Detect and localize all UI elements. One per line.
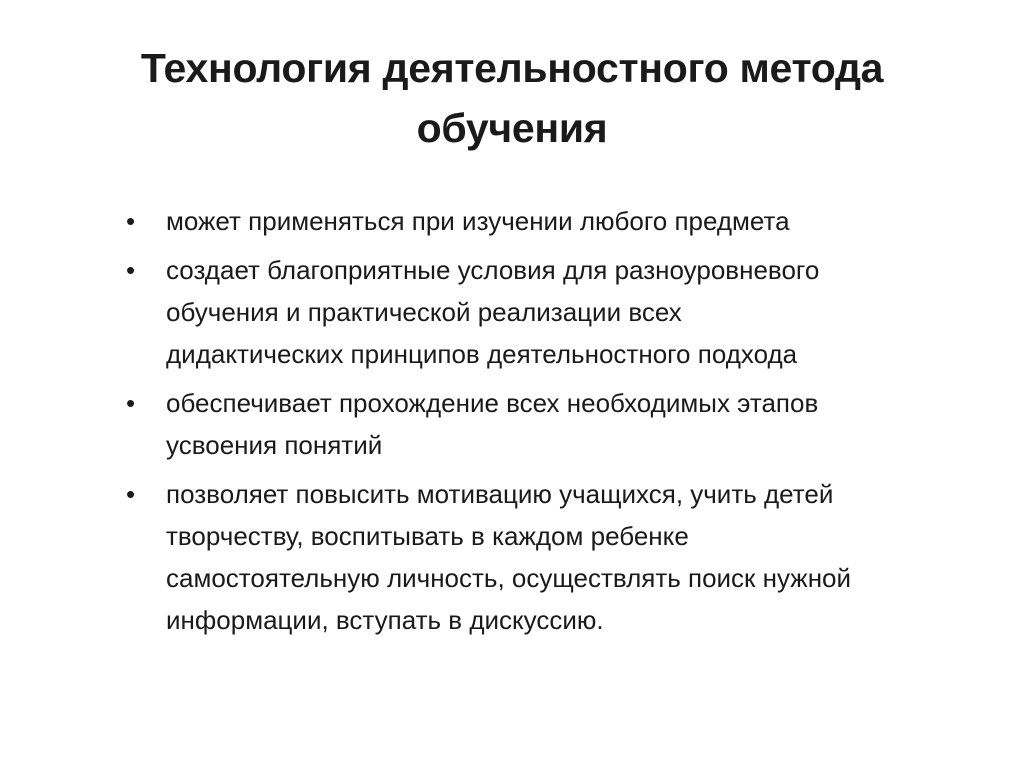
- bullet-list: [120, 200, 1000, 648]
- bullet-dot-icon: •: [126, 388, 136, 418]
- bullet-item: [120, 382, 1000, 466]
- bullet-text-line: творчеству, воспитывать в каждом ребенке: [166, 521, 689, 551]
- bullet-dot-icon: •: [126, 255, 136, 285]
- bullet-item: [120, 473, 1000, 641]
- bullet-text-line: усвоения понятий: [166, 430, 383, 460]
- bullet-text-line: самостоятельную личность, осуществлять поиск нужной: [166, 563, 852, 593]
- bullet-text-line: дидактических принципов деятельностного подхода: [166, 339, 798, 369]
- bullet-text-line: может применяться при изучении любого предмета: [166, 206, 790, 236]
- bullet-text-line: информации, вступать в дискуссию.: [166, 605, 604, 635]
- bullet-text-line: обеспечивает прохождение всех необходимых этапов: [166, 388, 819, 418]
- bullet-item: [120, 249, 1000, 375]
- bullet-dot-icon: •: [126, 479, 136, 509]
- slide-title: [60, 38, 964, 158]
- slide-title-line: Технология деятельностного метода: [140, 45, 884, 91]
- slide-title-line: обучения: [416, 105, 608, 151]
- bullet-text-line: создает благоприятные условия для разноуровневого: [166, 255, 820, 285]
- bullet-dot-icon: •: [126, 206, 136, 236]
- bullet-text-line: позволяет повысить мотивацию учащихся, учить детей: [166, 479, 834, 509]
- bullet-text-line: обучения и практической реализации всех: [166, 297, 682, 327]
- bullet-item: [120, 200, 1000, 242]
